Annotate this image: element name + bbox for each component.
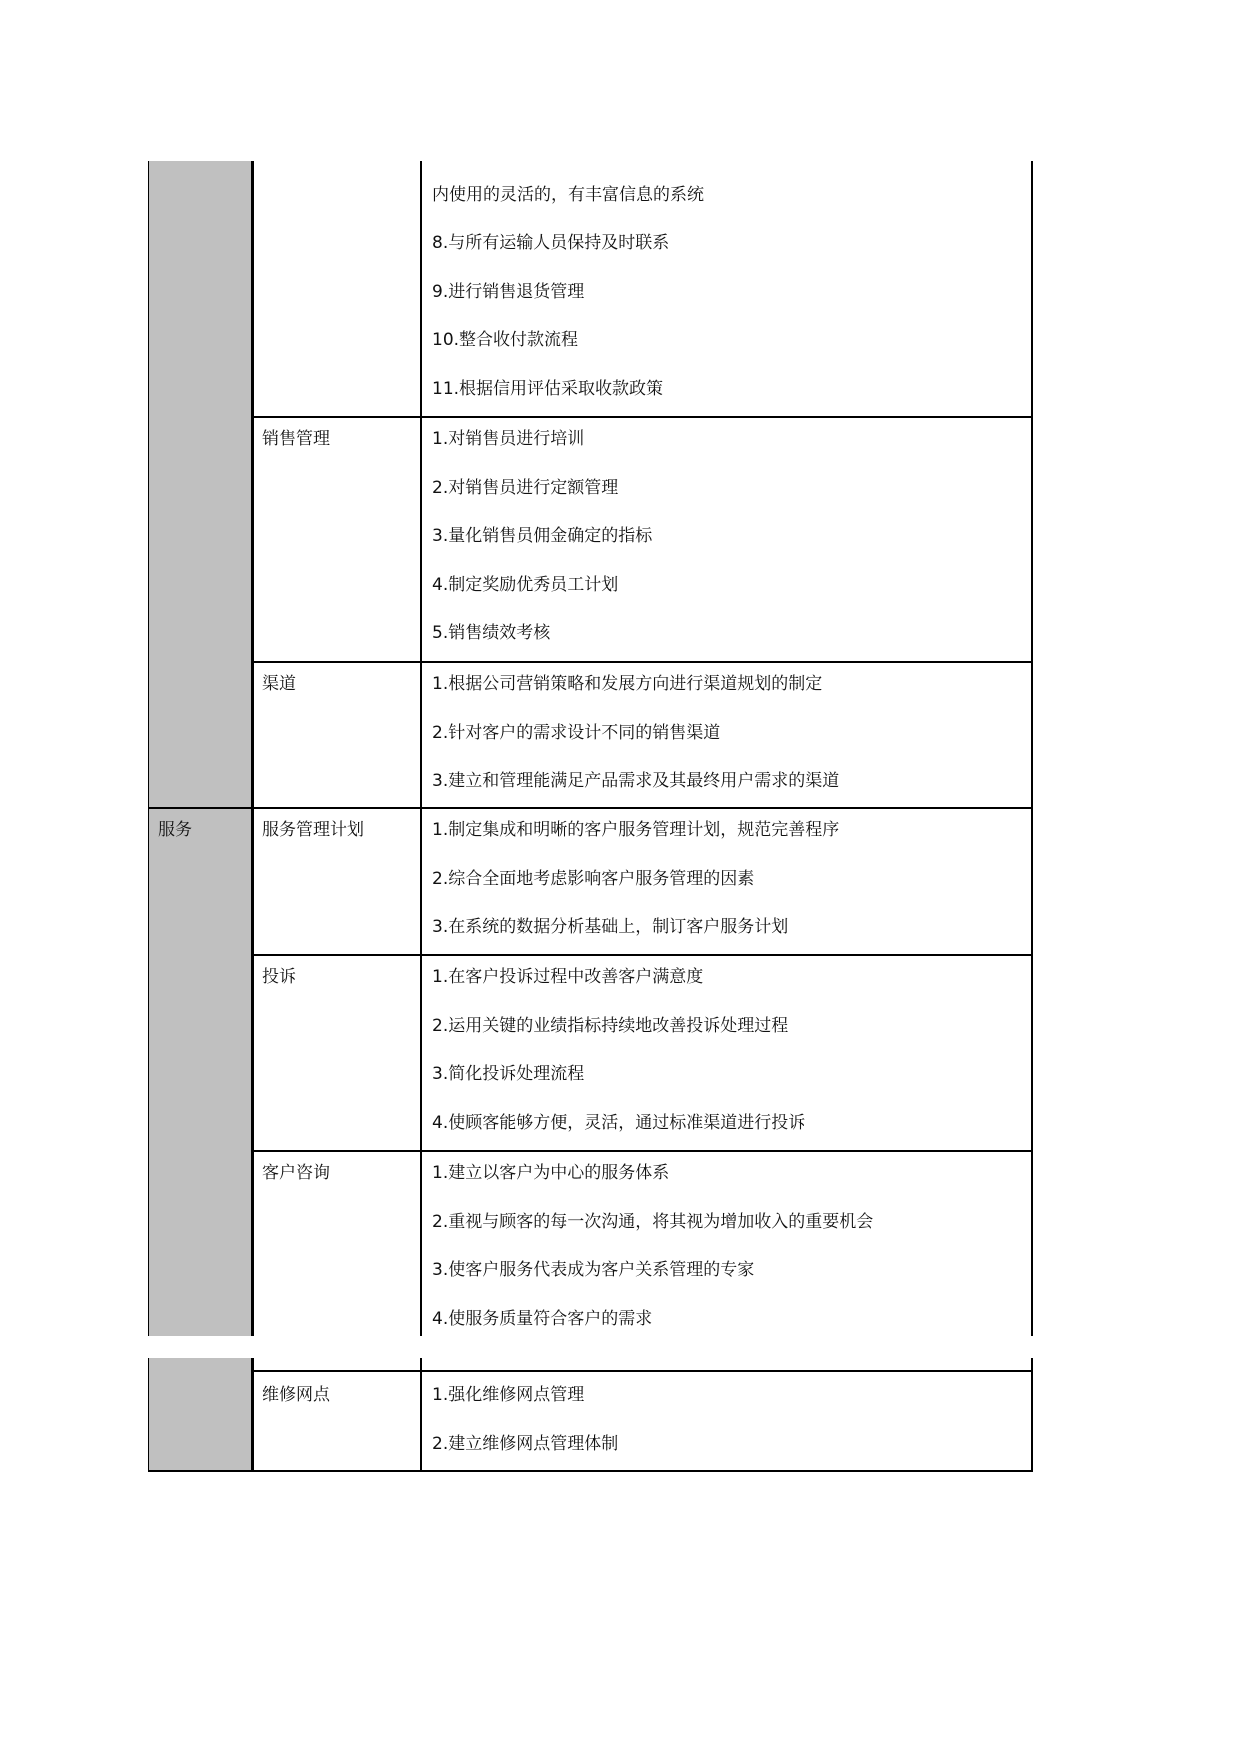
table-cell-item: 5.销售绩效考核	[432, 623, 551, 643]
table-cell-item: 3.简化投诉处理流程	[432, 1064, 585, 1084]
table-cell-item: 2.运用关键的业绩指标持续地改善投诉处理过程	[432, 1016, 789, 1036]
table-cell-item: 1.根据公司营销策略和发展方向进行渠道规划的制定	[432, 674, 823, 694]
table-cell-subcategory: 维修网点	[262, 1385, 330, 1405]
table-cell-item: 1.对销售员进行培训	[432, 429, 585, 449]
table-cell-item: 3.量化销售员佣金确定的指标	[432, 526, 653, 546]
table-cell-subcategory: 客户咨询	[262, 1163, 330, 1183]
table-cell-item: 3.在系统的数据分析基础上，制订客户服务计划	[432, 917, 789, 937]
table-cell-item: 1.制定集成和明晰的客户服务管理计划，规范完善程序	[432, 820, 840, 840]
column-divider	[420, 1358, 422, 1472]
table-cell-subcategory: 销售管理	[262, 429, 330, 449]
column-divider	[252, 161, 254, 1336]
table-cell-item: 1.在客户投诉过程中改善客户满意度	[432, 967, 704, 987]
row-divider	[252, 661, 1033, 663]
row-divider	[252, 954, 1033, 956]
table-cell-item: 内使用的灵活的，有丰富信息的系统	[432, 185, 704, 205]
table-cell-item: 4.使服务质量符合客户的需求	[432, 1309, 653, 1329]
table-cell-item: 4.制定奖励优秀员工计划	[432, 575, 619, 595]
table-cell-item: 1.建立以客户为中心的服务体系	[432, 1163, 670, 1183]
table-cell-subcategory: 投诉	[262, 967, 296, 987]
table-cell-item: 3.使客户服务代表成为客户关系管理的专家	[432, 1260, 755, 1280]
table-cell-item: 10.整合收付款流程	[432, 330, 579, 350]
table-cell-item: 2.对销售员进行定额管理	[432, 478, 619, 498]
row-divider	[252, 416, 1033, 418]
table-cell-item: 9.进行销售退货管理	[432, 282, 585, 302]
table-fragment-2	[148, 1358, 1032, 1472]
table-cell-subcategory: 服务管理计划	[262, 820, 364, 840]
row-divider	[252, 1370, 1033, 1372]
table-cell-item: 1.强化维修网点管理	[432, 1385, 585, 1405]
column-divider	[1031, 1358, 1033, 1472]
table-fragment-1	[148, 161, 1032, 1336]
table-cell-item: 3.建立和管理能满足产品需求及其最终用户需求的渠道	[432, 771, 840, 791]
table-cell-item: 8.与所有运输人员保持及时联系	[432, 233, 670, 253]
table-cell-item: 4.使顾客能够方便，灵活，通过标准渠道进行投诉	[432, 1113, 806, 1133]
column-divider	[1031, 161, 1033, 1336]
table-cell-item: 2.重视与顾客的每一次沟通，将其视为增加收入的重要机会	[432, 1212, 874, 1232]
table-cell-category: 服务	[158, 820, 192, 840]
row-divider	[252, 1150, 1033, 1152]
column-divider	[252, 1358, 254, 1472]
category-column	[148, 161, 252, 1336]
table-cell-item: 2.建立维修网点管理体制	[432, 1434, 619, 1454]
column-divider	[420, 161, 422, 1336]
table-cell-item: 2.综合全面地考虑影响客户服务管理的因素	[432, 869, 755, 889]
table-cell-subcategory: 渠道	[262, 674, 296, 694]
category-column	[148, 1358, 252, 1472]
row-divider	[148, 807, 1033, 809]
table-cell-item: 2.针对客户的需求设计不同的销售渠道	[432, 723, 721, 743]
table-bottom-border	[148, 1470, 1033, 1472]
table-cell-item: 11.根据信用评估采取收款政策	[432, 379, 664, 399]
